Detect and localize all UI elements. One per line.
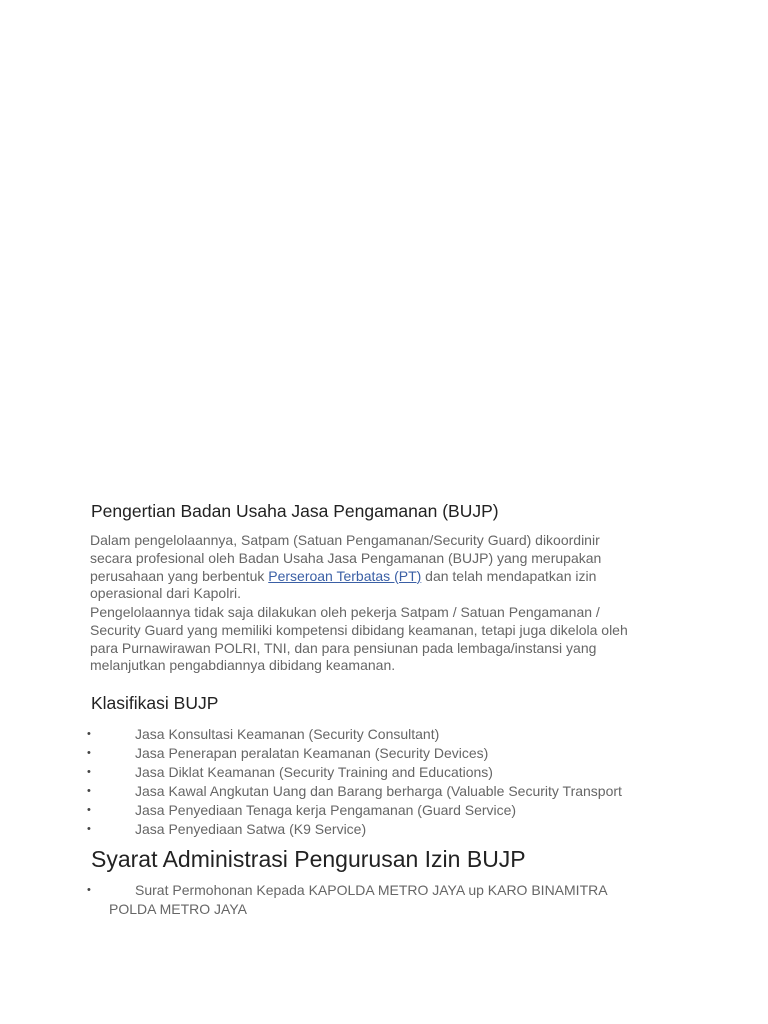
paragraph-line-with-link	[90, 568, 690, 586]
paragraph-line: operasional dari Kapolri.	[90, 585, 241, 602]
list-item-text: Jasa Penerapan peralatan Keamanan (Security Devices)	[135, 745, 489, 761]
paragraph-line: para Purnawirawan POLRI, TNI, dan para pensiunan pada lembaga/instansi yang	[90, 639, 597, 656]
heading-pengertian-bujp: Pengertian Badan Usaha Jasa Pengamanan (BUJP)	[91, 501, 499, 521]
bullet-icon: •	[87, 785, 91, 797]
list-item-text: Jasa Konsultasi Keamanan (Security Consultant)	[135, 726, 440, 742]
paragraph-line: Security Guard yang memiliki kompetensi dibidang keamanan, tetapi juga dikelola oleh	[90, 621, 628, 638]
bullet-icon: •	[87, 728, 91, 740]
list-item-text: Jasa Kawal Angkutan Uang dan Barang berharga (Valuable Security Transport	[135, 783, 622, 799]
requirements-list	[0, 881, 608, 919]
list-item-text: Jasa Diklat Keamanan (Security Training and Educations)	[135, 764, 493, 780]
paragraph-line: melanjutkan pengabdiannya dibidang keamanan.	[90, 657, 396, 674]
bullet-icon: •	[87, 747, 91, 759]
bullet-icon: •	[87, 804, 91, 816]
paragraph-line: Pengelolaannya tidak saja dilakukan oleh pekerja Satpam / Satuan Pengamanan /	[90, 604, 600, 620]
paragraph-line: Dalam pengelolaannya, Satpam (Satuan Pengamanan/Security Guard) dikoordinir	[90, 532, 600, 548]
paragraph-pengelolaan-intro	[90, 532, 690, 603]
bullet-icon: •	[87, 884, 91, 896]
list-item-text: Jasa Penyediaan Tenaga kerja Pengamanan (Guard Service)	[135, 802, 517, 818]
bullet-icon: •	[87, 766, 91, 778]
heading-klasifikasi-bujp: Klasifikasi BUJP	[91, 693, 219, 713]
bullet-icon: •	[87, 823, 91, 835]
paragraph-text: dan telah mendapatkan izin	[421, 567, 597, 584]
paragraph-pengelolaan-detail	[90, 604, 690, 675]
list-item-text	[0, 881, 608, 919]
paragraph-line: secara profesional oleh Badan Usaha Jasa Pengamanan (BUJP) yang merupakan	[90, 549, 602, 566]
list-item	[0, 881, 608, 919]
heading-syarat-administrasi: Syarat Administrasi Pengurusan Izin BUJP	[91, 846, 526, 872]
link-perseroan-terbatas[interactable]: Perseroan Terbatas (PT)	[268, 567, 422, 584]
paragraph-text: perusahaan yang berbentuk	[90, 567, 269, 584]
list-item-text: Jasa Penyediaan Satwa (K9 Service)	[135, 821, 367, 837]
list-item-line: Surat Permohonan Kepada KAPOLDA METRO JAYA up KARO BINAMITRA	[135, 882, 608, 898]
list-item-line: POLDA METRO JAYA	[109, 901, 247, 917]
